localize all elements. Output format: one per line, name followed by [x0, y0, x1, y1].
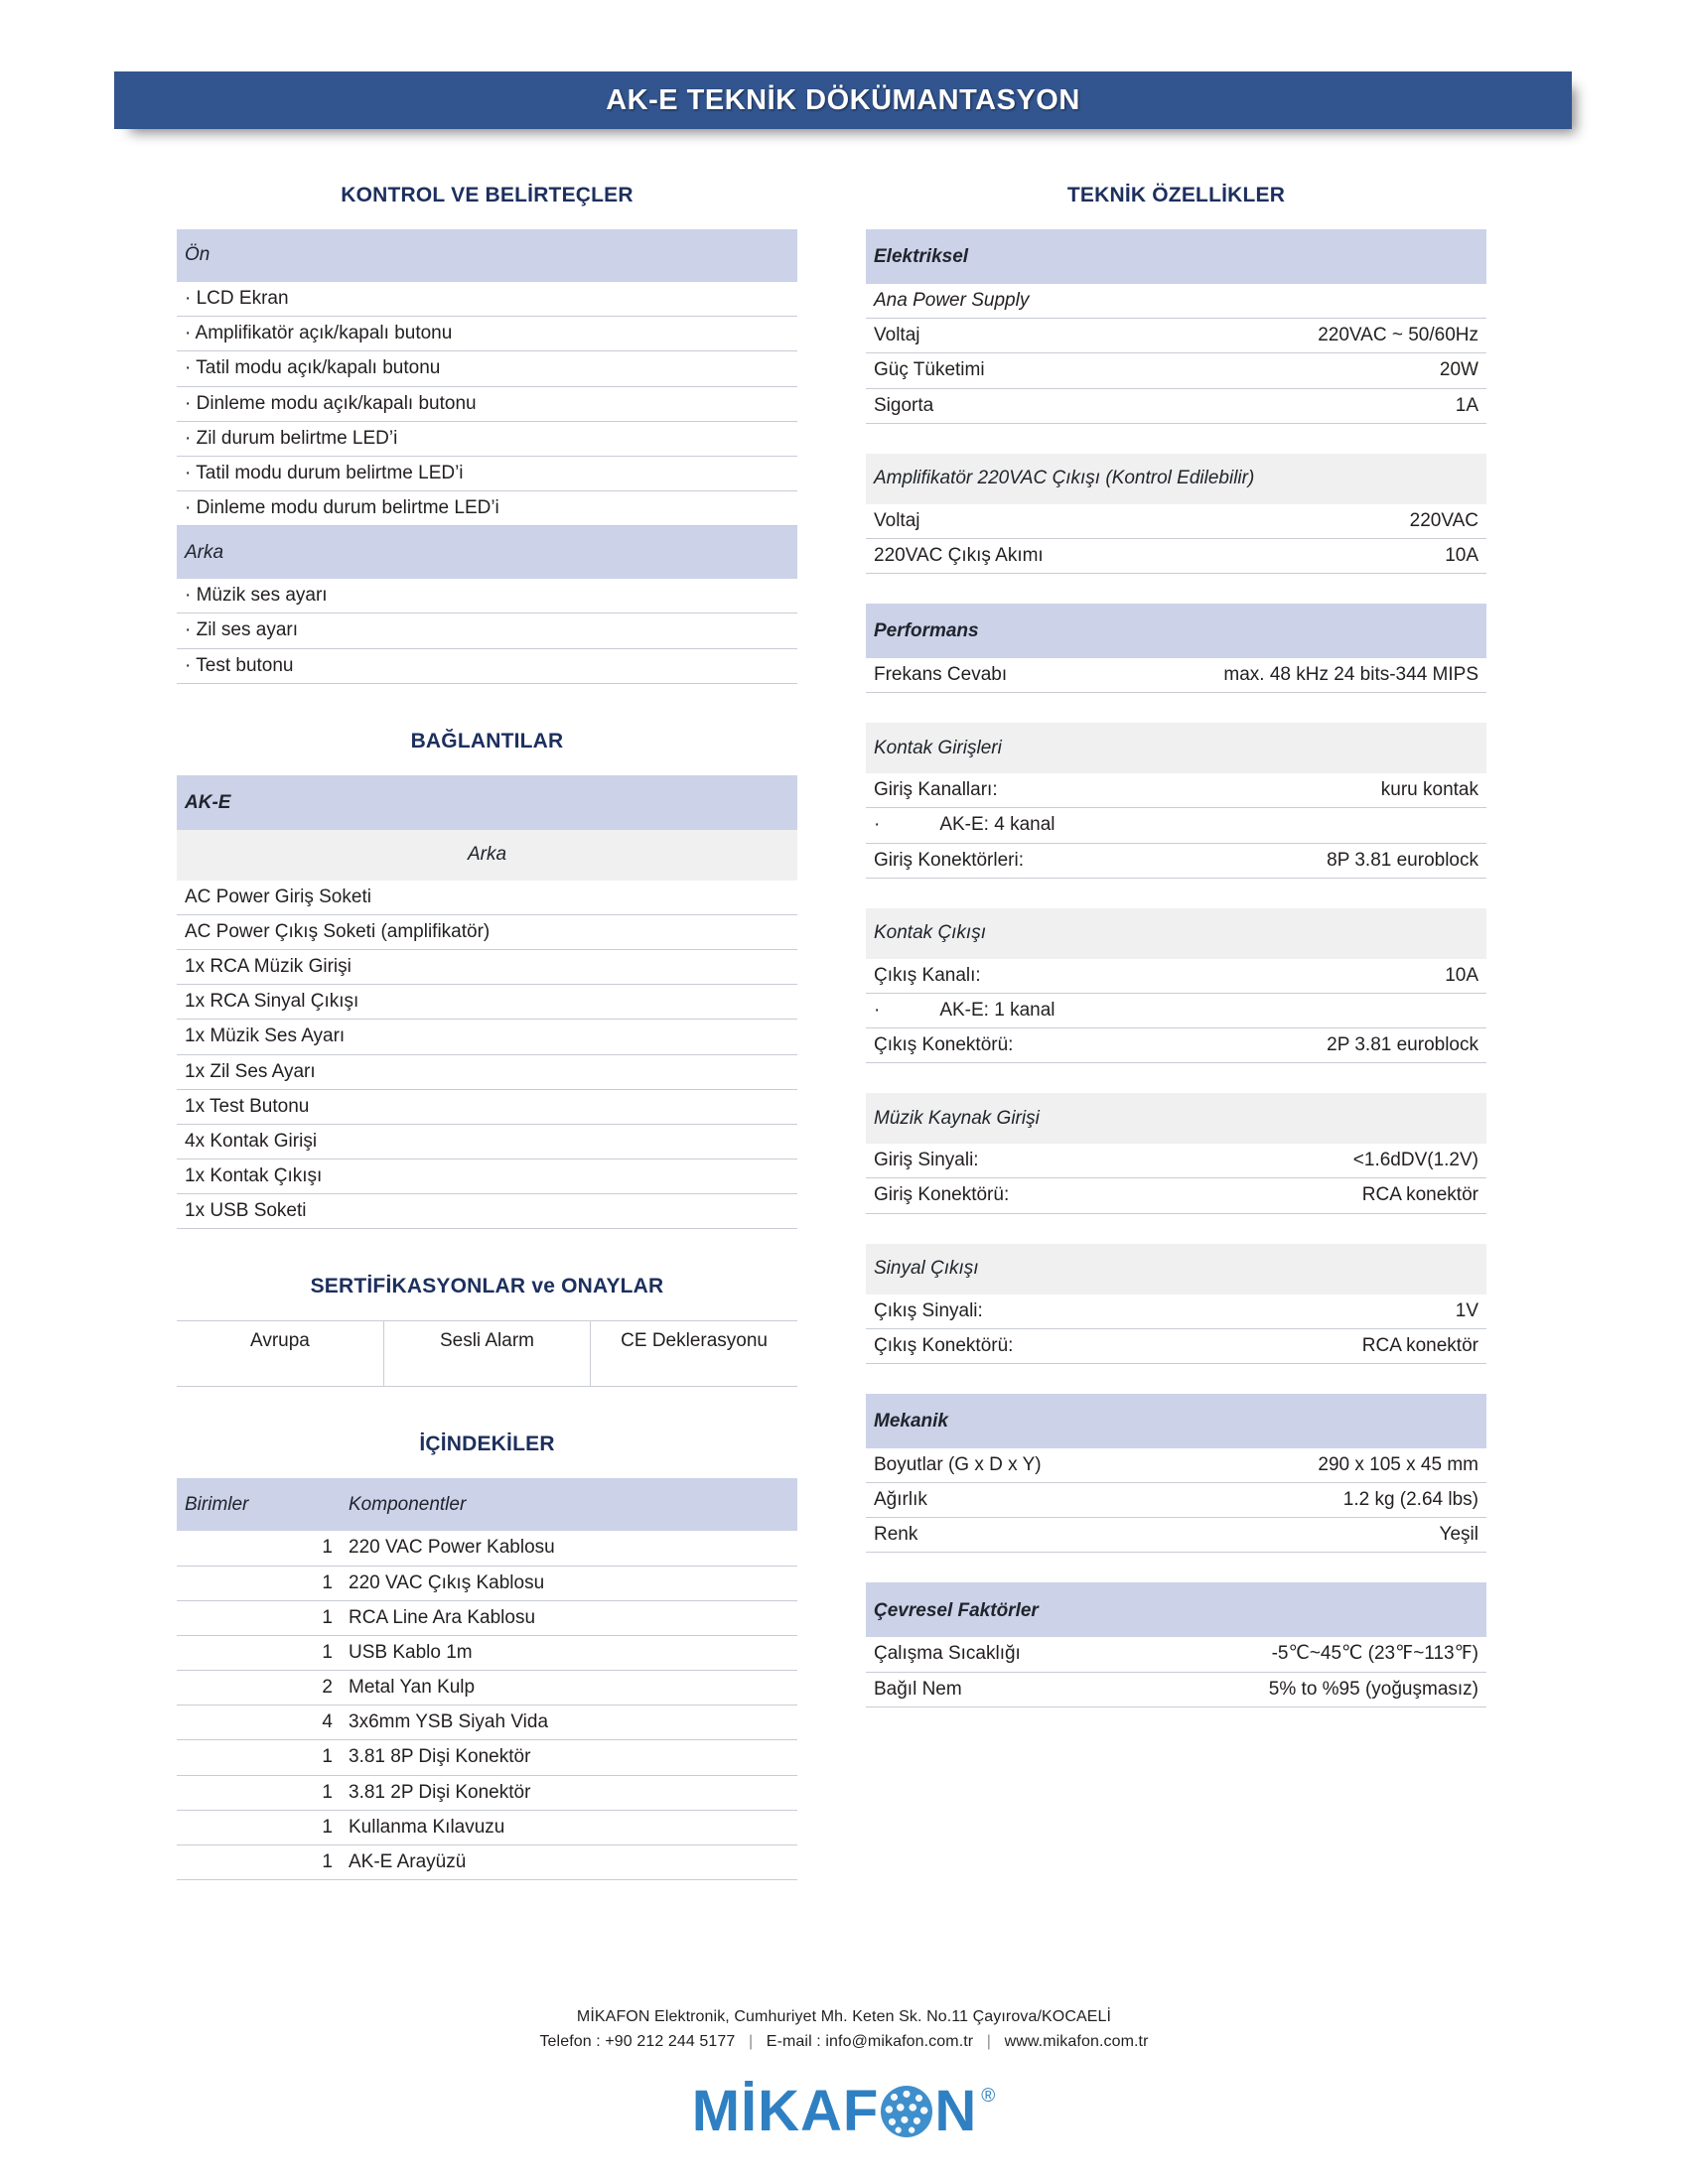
spec-value: 1V [1189, 1295, 1486, 1329]
contents-component: 3.81 2P Dişi Konektör [341, 1775, 797, 1810]
mikafon-logo [0, 2079, 1688, 2143]
table-row [177, 985, 797, 1020]
psu-label: Ana Power Supply [866, 284, 1486, 319]
connection-item: 1x Zil Ses Ayarı [177, 1054, 797, 1089]
connection-item: 1x RCA Sinyal Çıkışı [177, 985, 797, 1020]
table-row [177, 1566, 797, 1600]
table-row [177, 1671, 797, 1706]
table-row [177, 1706, 797, 1740]
connection-item: 1x RCA Müzik Girişi [177, 950, 797, 985]
table-row [866, 538, 1486, 573]
spec-value: 8P 3.81 euroblock [1189, 843, 1486, 878]
title-banner [114, 71, 1572, 129]
spec-label: Güç Tüketimi [866, 353, 1189, 388]
controls-front-band [177, 229, 797, 282]
logo-wordmark [691, 2079, 997, 2143]
table-row [177, 1054, 797, 1089]
table-row [177, 1020, 797, 1054]
footer-separator-icon: | [748, 2032, 754, 2050]
contents-units: 1 [177, 1566, 341, 1600]
table-row [866, 353, 1486, 388]
control-item: · LCD Ekran [177, 282, 797, 317]
spec-value: 220VAC [1189, 504, 1486, 539]
section-spacer [866, 693, 1486, 724]
contents-units: 2 [177, 1671, 341, 1706]
controls-table [177, 229, 797, 684]
contents-units: 1 [177, 1740, 341, 1775]
table-row [177, 1160, 797, 1194]
contents-header-band [177, 1478, 797, 1531]
spec-label: Bağıl Nem [866, 1672, 1189, 1706]
table-row [866, 1672, 1486, 1706]
control-item: · Zil durum belirtme LED’i [177, 421, 797, 456]
spec-label: Giriş Kanalları: [866, 773, 1189, 808]
table-row [866, 1637, 1486, 1672]
spec-value: Yeşil [1189, 1518, 1486, 1553]
contents-units: 1 [177, 1635, 341, 1670]
spec-label: Çalışma Sıcaklığı [866, 1637, 1189, 1672]
table-row [177, 1089, 797, 1124]
spec-label: Sigorta [866, 388, 1189, 423]
music-input-band-label: Müzik Kaynak Girişi [866, 1093, 1486, 1144]
contents-units: 1 [177, 1810, 341, 1844]
table-row [866, 808, 1486, 843]
page-title: AK-E TEKNİK DÖKÜMANTASYON [606, 83, 1080, 116]
spec-label: Çıkış Kanalı: [866, 959, 1189, 994]
spec-label: Giriş Konektörleri: [866, 843, 1189, 878]
globe-icon [881, 2086, 932, 2137]
left-column [177, 184, 797, 1880]
environmental-band-label: Çevresel Faktörler [866, 1582, 1486, 1637]
logo-text-part2: N [934, 2079, 978, 2143]
contact-inputs-bullet-row [866, 808, 1486, 843]
table-row [866, 1483, 1486, 1518]
footer-email[interactable]: E-mail : info@mikafon.com.tr [766, 2032, 974, 2050]
signal-output-band-label: Sinyal Çıkışı [866, 1244, 1486, 1295]
contents-units: 4 [177, 1706, 341, 1740]
connection-item: 1x Test Butonu [177, 1089, 797, 1124]
connections-model-label: AK-E [177, 775, 797, 830]
control-item: · Zil ses ayarı [177, 614, 797, 648]
contents-units: 1 [177, 1775, 341, 1810]
table-row [177, 1124, 797, 1159]
contents-component: Metal Yan Kulp [341, 1671, 797, 1706]
table-row [177, 456, 797, 490]
contents-component: AK-E Arayüzü [341, 1844, 797, 1879]
footer-website[interactable]: www.mikafon.com.tr [1004, 2032, 1149, 2050]
amplifier-band-label: Amplifikatör 220VAC Çıkışı (Kontrol Edilebilir) [866, 454, 1486, 504]
connection-item: 1x Kontak Çıkışı [177, 1160, 797, 1194]
logo-text-part1: MİKAF [691, 2079, 880, 2143]
connections-section-title: BAĞLANTILAR [410, 729, 564, 752]
spec-value: 2P 3.81 euroblock [1189, 1028, 1486, 1063]
mechanical-band [866, 1394, 1486, 1448]
control-item: · Tatil modu durum belirtme LED’i [177, 456, 797, 490]
connections-sub-label: Arka [177, 830, 797, 881]
contents-units: 1 [177, 1600, 341, 1635]
control-item: · Dinleme modu durum belirtme LED’i [177, 491, 797, 526]
spec-value: max. 48 kHz 24 bits-344 MIPS [1189, 658, 1486, 693]
certification-cell: Avrupa [177, 1321, 383, 1387]
table-row [866, 504, 1486, 539]
contents-component: 3x6mm YSB Siyah Vida [341, 1706, 797, 1740]
certification-cell: Sesli Alarm [383, 1321, 590, 1387]
control-item: · Dinleme modu açık/kapalı butonu [177, 386, 797, 421]
contact-output-band-label: Kontak Çıkışı [866, 908, 1486, 959]
section-spacer [866, 574, 1486, 605]
right-column [866, 184, 1486, 1707]
footer-contact [0, 2030, 1688, 2055]
spec-value: 10A [1189, 959, 1486, 994]
table-row [177, 386, 797, 421]
contents-component: 220 VAC Power Kablosu [341, 1531, 797, 1566]
table-row [866, 1448, 1486, 1483]
table-row [866, 1328, 1486, 1363]
environmental-band [866, 1582, 1486, 1637]
music-input-band [866, 1093, 1486, 1144]
footer [0, 2005, 1688, 2055]
table-row [177, 579, 797, 614]
table-row [177, 1810, 797, 1844]
spec-value: kuru kontak [1189, 773, 1486, 808]
performance-band [866, 604, 1486, 658]
table-row [866, 1295, 1486, 1329]
spec-value: 10A [1189, 538, 1486, 573]
contents-component: 220 VAC Çıkış Kablosu [341, 1566, 797, 1600]
table-row [177, 1844, 797, 1879]
contact-inputs-band [866, 723, 1486, 773]
spec-value: 5% to %95 (yoğuşmasız) [1189, 1672, 1486, 1706]
contents-units-header: Birimler [177, 1478, 341, 1531]
connection-item: 1x USB Soketi [177, 1194, 797, 1229]
control-item: · Test butonu [177, 648, 797, 683]
contents-component: Kullanma Kılavuzu [341, 1810, 797, 1844]
section-spacer [866, 423, 1486, 454]
specs-section-title: TEKNİK ÖZELLİKLER [1066, 184, 1286, 206]
table-row [177, 421, 797, 456]
footer-address: MİKAFON Elektronik, Cumhuriyet Mh. Keten Sk. No.11 Çayırova/KOCAELİ [576, 2008, 1112, 2025]
connections-table [177, 775, 797, 1230]
contents-units: 1 [177, 1844, 341, 1879]
contact-inputs-band-label: Kontak Girişleri [866, 723, 1486, 773]
specifications-table [866, 229, 1486, 1707]
table-row [866, 388, 1486, 423]
spec-value: -5℃~45℃ (23℉~113℉) [1189, 1637, 1486, 1672]
certifications-table [177, 1320, 797, 1387]
table-row [177, 1194, 797, 1229]
control-item: · Tatil modu açık/kapalı butonu [177, 351, 797, 386]
amplifier-band [866, 454, 1486, 504]
spec-label: Voltaj [866, 319, 1189, 353]
signal-output-band [866, 1244, 1486, 1295]
controls-rear-band [177, 526, 797, 580]
section-spacer [866, 1553, 1486, 1583]
table-row [177, 1600, 797, 1635]
connection-item: AC Power Giriş Soketi [177, 881, 797, 915]
spec-label: Boyutlar (G x D x Y) [866, 1448, 1189, 1483]
spec-label: Ağırlık [866, 1483, 1189, 1518]
spec-value: 1.2 kg (2.64 lbs) [1189, 1483, 1486, 1518]
footer-phone: Telefon : +90 212 244 5177 [539, 2032, 736, 2050]
table-row [177, 914, 797, 949]
section-spacer [866, 1363, 1486, 1394]
contact-inputs-bullet-text: AK-E: 4 kanal [939, 814, 1055, 836]
section-spacer [866, 1063, 1486, 1094]
contents-components-header: Komponentler [341, 1478, 797, 1531]
certifications-section-title: SERTİFİKASYONLAR ve ONAYLAR [310, 1275, 664, 1298]
table-row [177, 1635, 797, 1670]
table-row [177, 614, 797, 648]
mechanical-band-label: Mekanik [866, 1394, 1486, 1448]
table-row [177, 950, 797, 985]
spec-label: Voltaj [866, 504, 1189, 539]
title-banner-bar [114, 71, 1572, 129]
table-row [177, 351, 797, 386]
spec-value: RCA konektör [1189, 1328, 1486, 1363]
spec-value: 20W [1189, 353, 1486, 388]
table-row [866, 843, 1486, 878]
section-spacer [866, 1213, 1486, 1244]
bullet-icon: · [874, 999, 881, 1021]
table-row [866, 658, 1486, 693]
certification-cell: CE Deklerasyonu [591, 1321, 797, 1387]
contents-component: RCA Line Ara Kablosu [341, 1600, 797, 1635]
contents-table [177, 1478, 797, 1880]
table-row [177, 881, 797, 915]
table-row [866, 1178, 1486, 1213]
footer-separator-icon: | [986, 2032, 992, 2050]
contents-section-title: İÇİNDEKİLER [419, 1433, 555, 1456]
spec-value: 220VAC ~ 50/60Hz [1189, 319, 1486, 353]
connection-item: 4x Kontak Girişi [177, 1124, 797, 1159]
spec-label: 220VAC Çıkış Akımı [866, 538, 1189, 573]
control-item: · Amplifikatör açık/kapalı butonu [177, 317, 797, 351]
table-row [177, 1740, 797, 1775]
spec-value: 1A [1189, 388, 1486, 423]
contents-component: 3.81 8P Dişi Konektör [341, 1740, 797, 1775]
spec-label: Frekans Cevabı [866, 658, 1189, 693]
spec-label: Giriş Konektörü: [866, 1178, 1189, 1213]
control-item: · Müzik ses ayarı [177, 579, 797, 614]
connections-model-band [177, 775, 797, 830]
table-row [177, 1775, 797, 1810]
connection-item: 1x Müzik Ses Ayarı [177, 1020, 797, 1054]
spec-value: 290 x 105 x 45 mm [1189, 1448, 1486, 1483]
contents-units: 1 [177, 1531, 341, 1566]
connections-sub-band [177, 830, 797, 881]
spec-label: Çıkış Konektörü: [866, 1328, 1189, 1363]
table-row [866, 1028, 1486, 1063]
table-row [866, 319, 1486, 353]
table-row [866, 1144, 1486, 1178]
table-row [866, 773, 1486, 808]
spec-label: Çıkış Konektörü: [866, 1028, 1189, 1063]
bullet-icon: · [874, 814, 881, 836]
spec-label: Renk [866, 1518, 1189, 1553]
table-row [866, 959, 1486, 994]
controls-section-title: KONTROL VE BELİRTEÇLER [341, 184, 633, 206]
table-row [177, 1321, 797, 1387]
table-row [866, 993, 1486, 1027]
controls-front-label: Ön [177, 229, 797, 282]
contact-output-bullet-text: AK-E: 1 kanal [939, 999, 1055, 1021]
spec-value: RCA konektör [1189, 1178, 1486, 1213]
table-row [177, 317, 797, 351]
spec-label: Çıkış Sinyali: [866, 1295, 1189, 1329]
table-row [177, 282, 797, 317]
table-row [177, 491, 797, 526]
spec-value: <1.6dDV(1.2V) [1189, 1144, 1486, 1178]
connection-item: AC Power Çıkış Soketi (amplifikatör) [177, 914, 797, 949]
spec-label: Giriş Sinyali: [866, 1144, 1189, 1178]
registered-trademark-icon: ® [981, 2086, 997, 2107]
controls-rear-label: Arka [177, 526, 797, 580]
table-row [866, 1518, 1486, 1553]
contact-output-bullet-row [866, 993, 1486, 1027]
table-row [177, 1531, 797, 1566]
table-row [866, 284, 1486, 319]
contact-output-band [866, 908, 1486, 959]
electrical-band [866, 229, 1486, 284]
contents-component: USB Kablo 1m [341, 1635, 797, 1670]
section-spacer [866, 878, 1486, 908]
table-row [177, 648, 797, 683]
electrical-band-label: Elektriksel [866, 229, 1486, 284]
performance-band-label: Performans [866, 604, 1486, 658]
